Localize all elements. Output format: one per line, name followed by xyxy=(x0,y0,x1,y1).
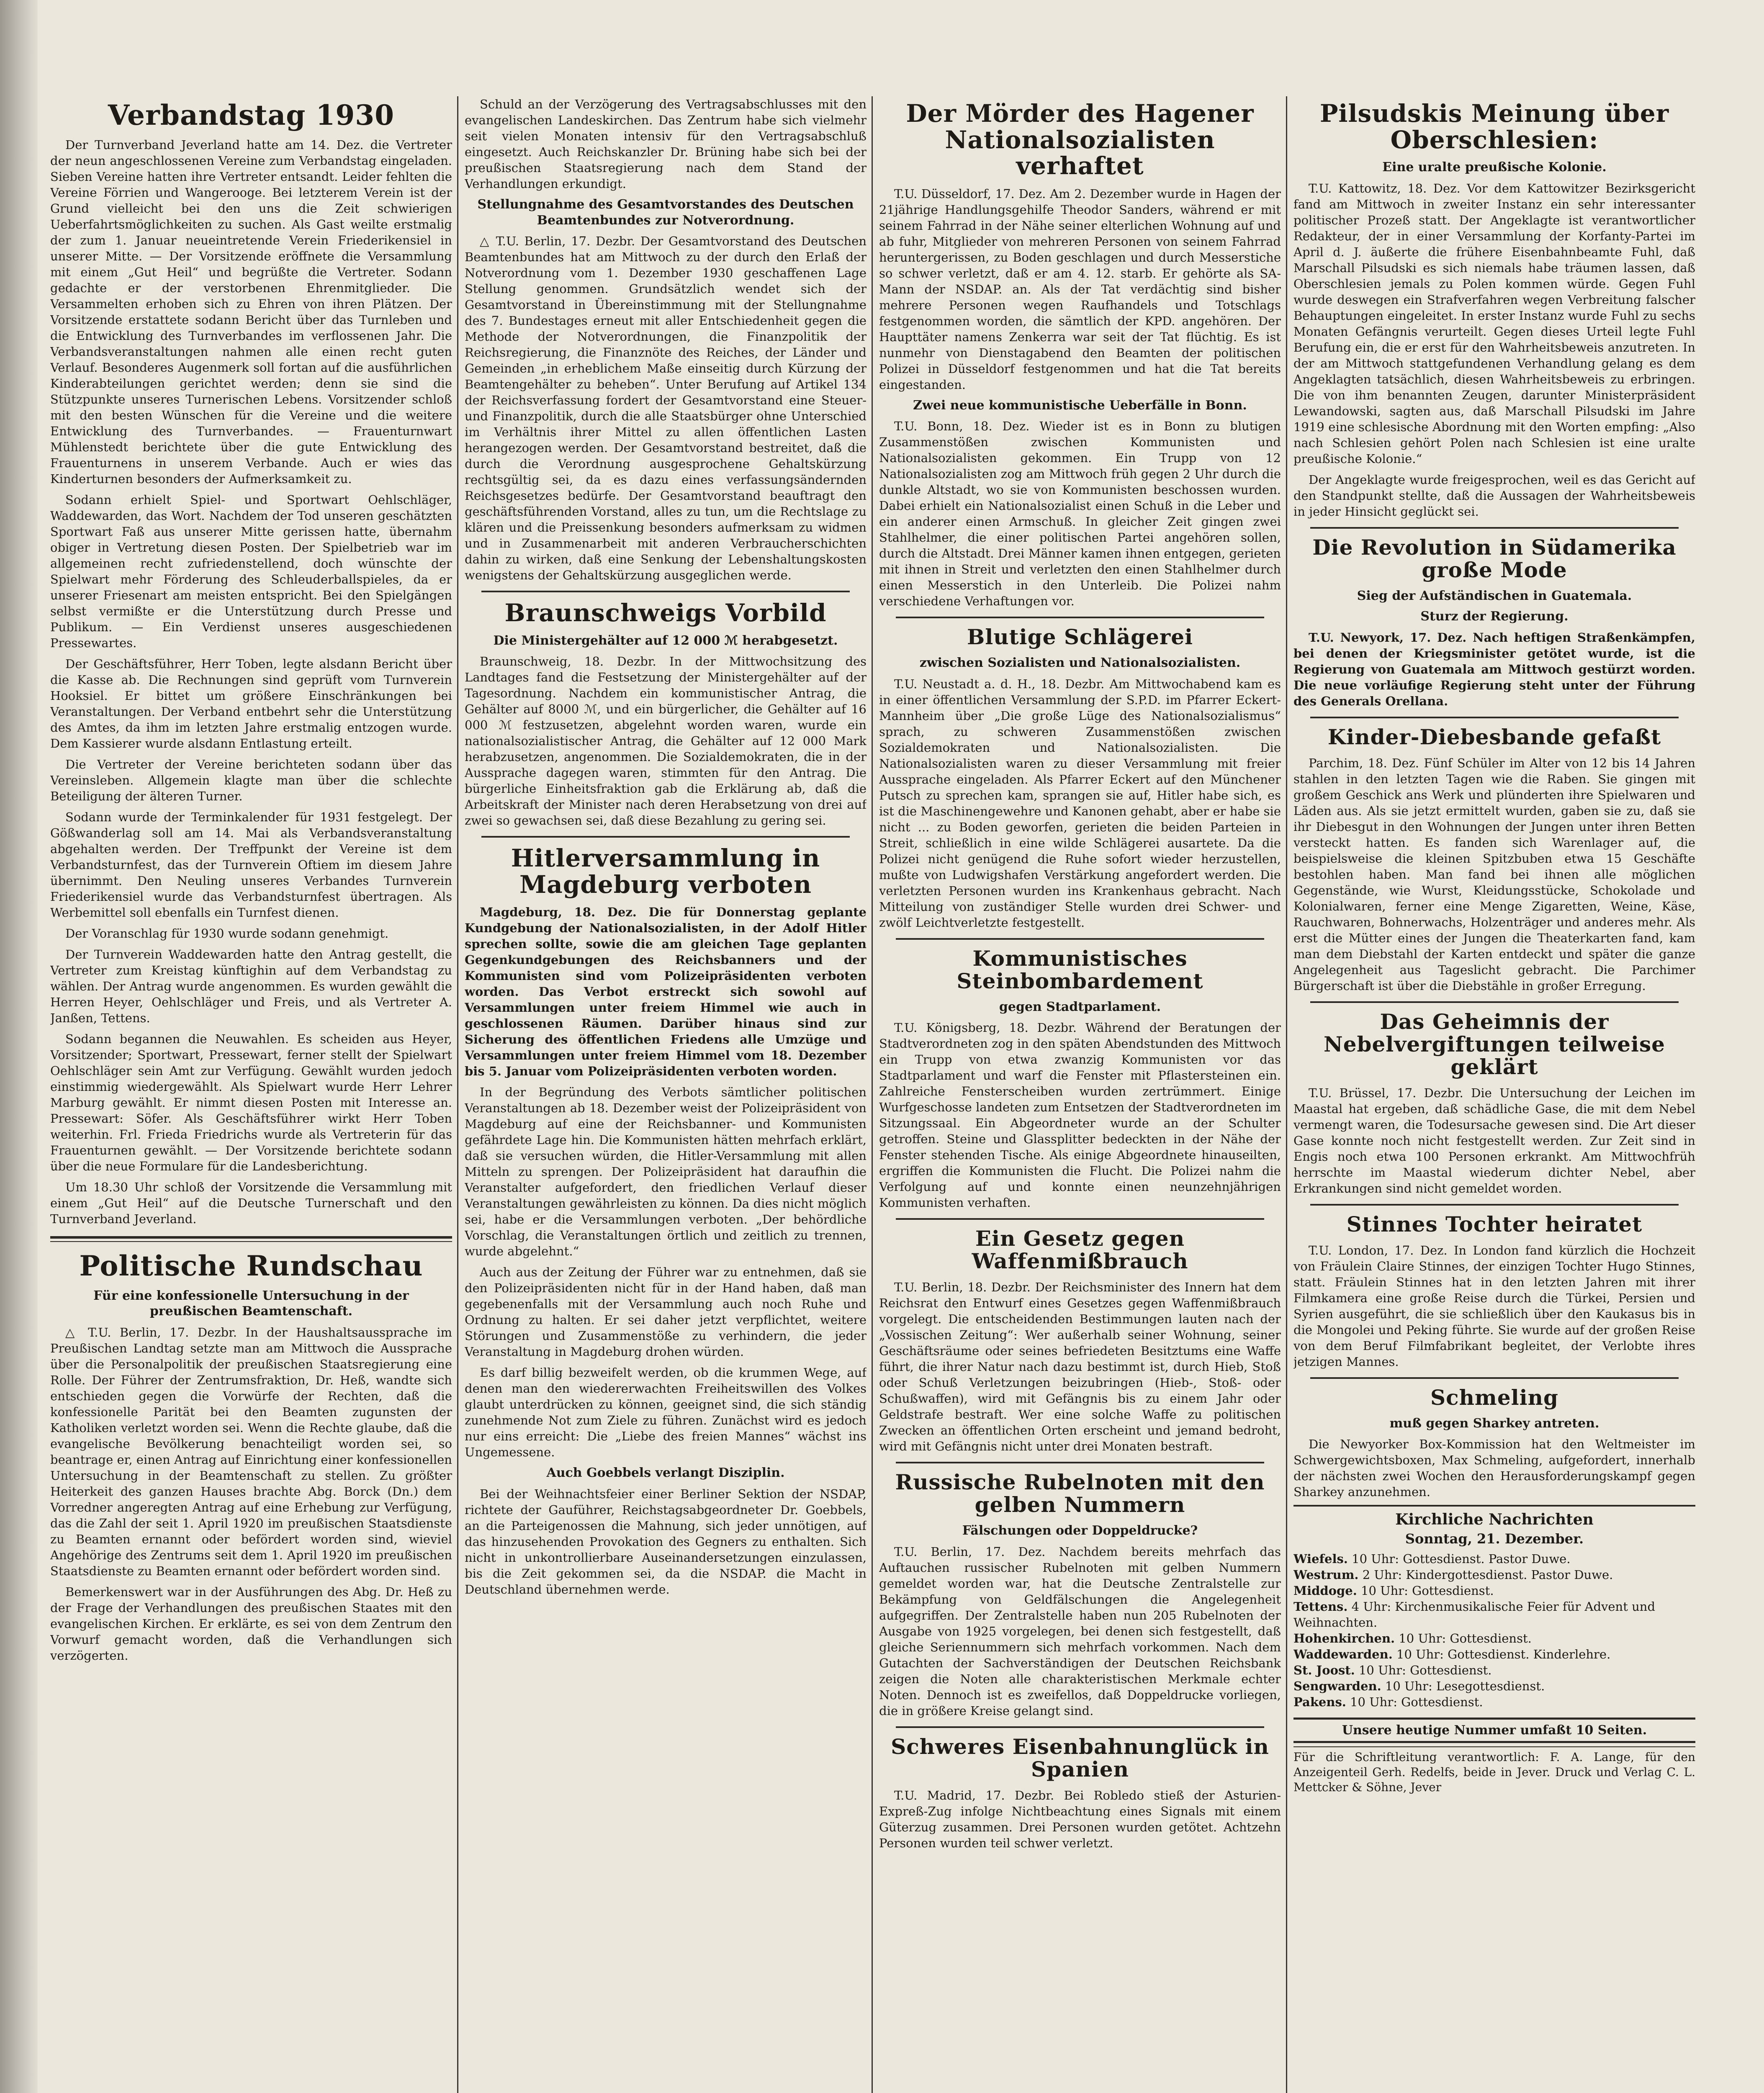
article-paragraph: T.U. Brüssel, 17. Dezbr. Die Untersuchung der Leichen im Maastal hat ergeben, daß schädliche Gase, die mit dem Nebel vermengt waren, die Todesursache gewesen sind. Die Art dieser Gase konnte noch nicht festgestellt werden. Zur Zeit sind in Engis noch etwa 100 Personen erkrankt. Am Mittwochfrüh herrschte im Maastal wiederum dichter Nebel, aber Erkrankungen sind nicht gemeldet worden. xyxy=(1293,1085,1695,1196)
section-divider xyxy=(50,1236,452,1242)
article-divider xyxy=(481,591,850,592)
headline-steinbombardement: Kommunistisches Steinbombardement xyxy=(957,946,1203,993)
article-divider xyxy=(896,1218,1264,1220)
article-paragraph: Der Angeklagte wurde freigesprochen, weil es das Gericht auf den Standpunkt stellte, daß die Aussagen der Wahrheitsbeweis in jeder Hinsicht geglückt sei. xyxy=(1293,472,1695,519)
article-paragraph: Magdeburg, 18. Dez. Die für Donnerstag geplante Kundgebung der Nationalsozialisten, in der Adolf Hitler sprechen sollte, sowie die am gleichen Tage geplanten Gegenkundgebungen des Reichsbanners und der Kommunisten sind vom Polizeipräsidenten verboten worden. Das Verbot erstreckt sich sowohl auf Versammlungen unter freiem Himmel wie auch in geschlossenen Räumen. Darüber hinaus sind zur Sicherung des öffentlichen Friedens alle Umzüge und Versammlungen unter freiem Himmel vom 18. Dezember bis 5. Januar vom Polizeipräsidenten verboten worden. xyxy=(465,905,867,1079)
column-4 xyxy=(1293,96,1695,2093)
headline-stinnes-tochter: Stinnes Tochter heiratet xyxy=(1346,1211,1643,1237)
headline-moerder-verhaftet: Der Mörder des Hagener Nationalsozialisten verhaftet xyxy=(906,99,1254,180)
article-paragraph: T.U. Königsberg, 18. Dezbr. Während der Beratungen der Stadtverordneten zog in den späten Abendstunden des Mittwoch ein Trupp von etwa zwanzig Kommunisten vor das Stadtparlament und warf die Fenster mit Pflastersteinen ein. Zahlreiche Fensterscheiben wurden zertrümmert. Einige Wurfgeschosse landeten zum Entsetzen der Stadtverordneten im Sitzungssaal. Ein Abgeordneter wurde an der Schulter getroffen. Steine und Glassplitter bedeckten in der Nähe der Fenster stehenden Tische. Als einige Abgeordnete hinauseilten, ergriffen die Kommunisten die Flucht. Die Polizei nahm die Verfolgung auf und konnte einen neunzehnjährigen Kommunisten verhaften. xyxy=(879,1021,1281,1210)
church-entry-text: 2 Uhr: Kindergottesdienst. Pastor Duwe. xyxy=(1362,1568,1613,1582)
headline-braunschweigs-vorbild: Braunschweigs Vorbild xyxy=(504,599,827,627)
church-notices-date: Sonntag, 21. Dezember. xyxy=(1405,1531,1584,1547)
column-3 xyxy=(879,96,1281,2093)
church-notices-title: Kirchliche Nachrichten xyxy=(1293,1505,1695,1528)
church-entry-text: 10 Uhr: Gottesdienst. Pastor Duwe. xyxy=(1352,1552,1571,1566)
headline-nebelvergiftungen: Das Geheimnis der Nebelvergiftungen teilweise geklärt xyxy=(1324,1009,1665,1079)
article-paragraph: △ T.U. Berlin, 17. Dezbr. In der Haushaltsaussprache im Preußischen Landtag setzte man am Mittwoch die Aussprache über die Personalpolitik der preußischen Staatsregierung eine Rolle. Der Führer der Zentrumsfraktion, Dr. Heß, wandte sich entschieden gegen die Vorwürfe der Rechten, daß die konfessionelle Parität bei den Beamten zugunsten der Katholiken verletzt worden sei. Wenn die Rechte glaube, daß die evangelische Bevölkerung benachteiligt worden sei, so beantrage er, einen Antrag auf Einrichtung einer konfessionellen Untersuchung in der Beamtenschaft zu stellen. Zu größter Heiterkeit des ganzen Hauses brachte Abg. Borck (Dn.) dem Vorredner angeregten Antrag auf eine Erhebung zur Verfügung, das die Zahl der seit 1. April 1920 im preußischen Staatsdienste zu Beamten ernannt oder befördert worden sind, wieviel Angehörige des Zentrums seit dem 1. April 1920 im preußischen Staatsdienste zu Beamten ernannt oder befördert worden sind. xyxy=(50,1325,452,1578)
church-entry xyxy=(1293,1567,1695,1583)
subheadline: Sturz der Regierung. xyxy=(1420,609,1569,624)
article-paragraph: T.U. London, 17. Dez. In London fand kürzlich die Hochzeit von Fräulein Claire Stinnes, der einzigen Tochter Hugo Stinnes, statt. Fräulein Stinnes hat in den letzten Jahren mit ihrer Filmkamera eine große Reise durch die Türkei, Persien und Syrien ausgeführt, die sie schließlich über den Kaukasus bis in die Mongolei und Peking führte. Sie wurde auf der großen Reise von dem Beruf Filmfabrikant begleitet, der Verlobte ihres jetzigen Mannes. xyxy=(1293,1243,1695,1369)
subheadline: Stellungnahme des Gesamtvorstandes des Deutschen Beamtenbundes zur Notverordnung. xyxy=(477,197,854,228)
page-body xyxy=(50,96,1704,2093)
church-entry-place: Middoge. xyxy=(1293,1584,1357,1598)
headline-rubelnoten: Russische Rubelnoten mit den gelben Nummern xyxy=(895,1470,1265,1517)
column-rule xyxy=(872,96,873,2093)
column-2 xyxy=(465,96,867,2093)
church-entry-text: 10 Uhr: Lesegottesdienst. xyxy=(1385,1679,1545,1694)
church-entry xyxy=(1293,1599,1695,1630)
headline-blutige-schlaegerei: Blutige Schlägerei xyxy=(967,625,1193,650)
church-entry xyxy=(1293,1694,1695,1710)
church-entry-place: St. Joost. xyxy=(1293,1663,1355,1678)
subheadline: gegen Stadtparlament. xyxy=(999,999,1161,1014)
article-paragraph: Auch aus der Zeitung der Führer war zu entnehmen, daß sie den Polizeipräsidenten nicht für in der Hand haben, daß man gegebenenfalls mit der Versammlung auch noch Ruhe und Ordnung zu halten. Er sei daher jetzt verpflichtet, weitere Störungen und Zusammenstöße zu verhindern, die jeder Veranstaltung in Magdeburg drohen würden. xyxy=(465,1265,867,1359)
article-paragraph: Der Turnverein Waddewarden hatte den Antrag gestellt, die Vertreter zum Kreistag künftighin auf dem Verbandstag zu wählen. Der Antrag wurde angenommen. Es wurden gewählt die Herren Heyer, Oehlschläger und Freis, und als Vertreter A. Janßen, Tettens. xyxy=(50,947,452,1026)
article-paragraph: Braunschweig, 18. Dezbr. In der Mittwochsitzung des Landtages fand die Festsetzung der Ministergehälter auf der Tagesordnung. Nachdem ein kommunistischer Antrag, die Gehälter auf 8000 ℳ, und ein bürgerlicher, die Gehälter auf 16 000 ℳ festzusetzen, abgelehnt worden waren, wurde ein nationalsozialistischer Antrag, die Gehälter auf 12 000 Mark herabzusetzen, angenommen. Die Sozialdemokraten, die in der Aussprache dagegen waren, stimmten für den Antrag. Die bürgerliche Einheitsfraktion gab die Erklärung ab, daß die Arbeitskraft der Minister nach deren Herabsetzung von drei auf zwei so gewachsen sei, daß diese Bezahlung zu gering sei. xyxy=(465,654,867,828)
article-paragraph: T.U. Madrid, 17. Dezbr. Bei Robledo stieß der Asturien-Expreß-Zug infolge Nichtbeachtung eines Signals mit einem Güterzug zusammen. Drei Personen wurden getötet. Achtzehn Personen wurden teil schwer verletzt. xyxy=(879,1788,1281,1850)
page-binding-edge xyxy=(0,0,38,2093)
subheadline: Die Ministergehälter auf 12 000 ℳ herabgesetzt. xyxy=(493,633,838,648)
column-rule xyxy=(1286,96,1287,2093)
church-notices xyxy=(1293,1505,1695,1710)
article-paragraph: Bemerkenswert war in der Ausführungen des Abg. Dr. Heß zu der Frage der Verhandlungen des preußischen Staates mit den evangelischen Kirchen. Er erklärte, es sei von dem Zentrum den Vorwurf gemacht worden, daß die Verhandlungen sich verzögerten. xyxy=(50,1584,452,1663)
article-paragraph: T.U. Berlin, 17. Dez. Nachdem bereits mehrfach das Auftauchen russischer Rubelnoten mit gelben Nummern gemeldet worden war, hat die Deutsche Zentralstelle zur Bekämpfung von Geldfälschungen die Angelegenheit aufgegriffen. Der Zentralstelle haben nun 205 Rubelnoten der Ausgabe von 1925 vorgelegen, bei denen sich festgestellt, daß gleiche Seriennummern sich mehrfach vorkommen. Nach dem Gutachten der Sachverständigen der Deutschen Reichsbank zeigen die Noten alle charakteristischen Merkmale echter Noten. Dennoch ist es zweifellos, daß Doppeldrucke vorliegen, die in größere Kreise gelangt sind. xyxy=(879,1544,1281,1718)
article-divider xyxy=(896,938,1264,940)
article-paragraph: In der Begründung des Verbots sämtlicher politischen Veranstaltungen ab 18. Dezember weist der Polizeipräsident von Magdeburg auf eine der Reichsbanner- und Kommunisten gefährdete Lage hin. Die Kommunisten hätten mehrfach erklärt, daß sie versuchen würden, die Hitler-Versammlung mit allen Mitteln zu sprengen. Der Polizeipräsident hat daraufhin die Veranstalter aufgefordert, den friedlichen Verlauf dieser Veranstaltungen gewährleisten zu können. Da dies nicht möglich sei, habe er die Versammlungen verboten. „Der behördliche Vorschlag, die Veranstaltungen örtlich und zeitlich zu trennen, wurde abgelehnt.“ xyxy=(465,1085,867,1259)
article-paragraph: Um 18.30 Uhr schloß der Vorsitzende die Versammlung mit einem „Gut Heil“ auf die Deutsche Turnerschaft und den Turnverband Jeverland. xyxy=(50,1180,452,1226)
headline-revolution-suedamerika: Die Revolution in Südamerika große Mode xyxy=(1312,535,1677,582)
article-paragraph: Sodann wurde der Terminkalender für 1931 festgelegt. Der Gößwanderlag soll am 14. Mai als Verbandsveranstaltung abgehalten werden. Der Treffpunkt der Vereine ist dem Verbandsturnfest, das der Turnverein Oftiem im diesem Jahre übernimmt. Den Neuling unseres Verbandes Turnverein Friederikensiel wurde das Verbandsturnfest übertragen. Als Werbemittel soll ebenfalls ein Turnfest dienen. xyxy=(50,810,452,920)
column-rule xyxy=(457,96,458,2093)
article-divider xyxy=(896,1726,1264,1728)
article-divider xyxy=(1310,1204,1679,1206)
church-entry-place: Pakens. xyxy=(1293,1695,1346,1710)
article-divider xyxy=(481,836,850,838)
headline-eisenbahnunglueck: Schweres Eisenbahnunglück in Spanien xyxy=(891,1734,1269,1782)
article-paragraph: △ T.U. Berlin, 17. Dezbr. Der Gesamtvorstand des Deutschen Beamtenbundes hat am Mittwoch zu der durch den Erlaß der Notverordnung vom 1. Dezember 1930 geschaffenen Lage Stellung genommen. Grundsätzlich wendet sich der Gesamtvorstand in Übereinstimmung mit der Stellungnahme des 7. Bundestages erneut mit aller Entschiedenheit gegen die Methode der Notverordnungen, die Finanzpolitik der Reichsregierung, die Finanznöte des Reiches, der Länder und Gemeinden „in erheblichem Maße einseitig durch Kürzung der Beamtengehälter zu beheben“. Unter Berufung auf Artikel 134 der Reichsverfassung fordert der Gesamtvorstand eine Steuer- und Finanzpolitik, durch die alle Staatsbürger ohne Unterschied im Verhältnis ihrer Mittel zu allen öffentlichen Lasten herangezogen werden. Der Gesamtvorstand bestreitet, daß die durch die Verordnung ausgesprochene Gehaltskürzung rechtsgültig sei, da es dazu eines verfassungsändernden Reichsgesetzes bedürfe. Der Gesamtvorstand beauftragt den geschäftsführenden Vorstand, alles zu tun, um die Rechtslage zu klären und die Preissenkung besonders aufmerksam zu widmen und in Zusammenarbeit mit anderen Verbraucherschichten dahin zu wirken, daß eine Senkung der Lebenshaltungskosten wenigstens der Gehaltskürzung ausgeglichen werde. xyxy=(465,234,867,582)
article-paragraph: T.U. Kattowitz, 18. Dez. Vor dem Kattowitzer Bezirksgericht fand am Mittwoch in zweiter Instanz ein sehr interessanter politischer Prozeß statt. Der Angeklagte ist verantwortlicher Redakteur, der in einer Versammlung der Korfanty-Partei im April d. J. äußerte die frühere Eisenbahnbeamte Fuhl, daß Marschall Pilsudski es sich niemals habe träumen lassen, daß Oberschlesien jemals zu Polen kommen würde. Gegen Fuhl wurde deswegen ein Strafverfahren wegen Verbreitung falscher Behauptungen eingeleitet. In erster Instanz wurde Fuhl zu sechs Monaten Gefängnis verurteilt. Gegen dieses Urteil legte Fuhl Berufung ein, die er erst für den Wahrheitsbeweis anzutreten. In der am Mittwoch stattgefundenen Verhandlung gelang es dem Angeklagten tatsächlich, diesen Wahrheitsbeweis zu erbringen. Die von ihm benannten Zeugen, darunter Ministerpräsident Lewandowski, sagten aus, daß Marschall Pilsudski im Jahre 1919 eine schlesische Abordnung mit den Worten empfing: „Also nach Schlesien gehört Polen nach Schlesien ist eine uralte preußische Kolonie.“ xyxy=(1293,181,1695,466)
article-paragraph: Sodann begannen die Neuwahlen. Es scheiden aus Heyer, Vorsitzender; Sportwart, Pressewart, ferner stellt der Spielwart Oehlschläger sein Amt zur Verfügung. Gewählt wurden jedoch einstimmig wiedergewählt. Als Spielwart wurde Herr Lehrer Marburg gewählt. Er nimmt diesen Posten mit Interesse an. Pressewart: Söfer. Als Geschäftsführer wirkt Herr Toben weiterhin. Frl. Frieda Friedrichs wurde als Vertreterin für das Frauenturnen gewählt. — Der Vorsitzende berichtete sodann über die neue Formulare für die Landesberichtung. xyxy=(50,1032,452,1174)
article-paragraph: Die Vertreter der Vereine berichteten sodann über das Vereinsleben. Allgemein klagte man über die schlechte Beteiligung der älteren Turner. xyxy=(50,757,452,804)
article-divider xyxy=(896,617,1264,618)
article-divider xyxy=(1310,527,1679,529)
church-entry-text: 10 Uhr: Gottesdienst. xyxy=(1350,1695,1483,1710)
article-paragraph: Parchim, 18. Dez. Fünf Schüler im Alter von 12 bis 14 Jahren stahlen in den letzten Tagen wie die Raben. Sie gingen mit großem Geschick ans Werk und plünderten ihre Spielwaren und Läden aus. Als sie jetzt ermittelt wurden, gaben sie zu, daß sie ihr Diebesgut in den Wohnungen der Jungen unter ihren Betten versteckt hatten. Es fanden sich Warenlager auf, die beispielsweise die kleinen Spitzbuben etwa 15 Geschäfte bestohlen haben. Man fand bei ihnen alle möglichen Gegenstände, wie Wurst, Kleidungsstücke, Schokolade und Kolonialwaren, ferner eine Menge Zigaretten, Weine, Käse, Rauchwaren, Bohnerwachs, Holzenträger und anderes mehr. Als erst die Mütter eines der Jungen die Theaterkarten fand, kam man dem Diebstahl der Karten entdeckt und später die ganze Angelegenheit aus Tageslicht gebracht. Die Parchimer Bürgerschaft ist über die Diebstähle in großer Erregung. xyxy=(1293,756,1695,993)
subheadline: Auch Goebbels verlangt Disziplin. xyxy=(546,1466,785,1481)
article-divider xyxy=(1310,1001,1679,1003)
church-entry-text: 10 Uhr: Gottesdienst. Kinderlehre. xyxy=(1396,1647,1611,1662)
headline-verbandstag: Verbandstag 1930 xyxy=(108,99,395,131)
headline-kinder-diebesbande: Kinder-Diebesbande gefaßt xyxy=(1327,724,1661,749)
church-entry xyxy=(1293,1678,1695,1694)
church-entry xyxy=(1293,1551,1695,1567)
church-entry-text: 4 Uhr: Kirchenmusikalische Feier für Advent und Weihnachten. xyxy=(1293,1599,1656,1630)
article-paragraph: Der Voranschlag für 1930 wurde sodann genehmigt. xyxy=(65,926,389,941)
church-entry-place: Tettens. xyxy=(1293,1599,1348,1614)
church-entry xyxy=(1293,1646,1695,1662)
subheadline: muß gegen Sharkey antreten. xyxy=(1389,1416,1599,1431)
subheadline: Zwei neue kommunistische Ueberfälle in Bonn. xyxy=(913,398,1247,413)
headline-waffenmissbrauch: Ein Gesetz gegen Waffenmißbrauch xyxy=(972,1226,1188,1274)
article-paragraph: T.U. Newyork, 17. Dez. Nach heftigen Straßenkämpfen, bei denen der Kriegsminister getötet wurde, ist die Regierung von Guatemala am Mittwoch gestürzt worden. Die neue vorläufige Regierung steht unter der Führung des Generals Orellana. xyxy=(1293,630,1695,708)
article-paragraph: Sodann erhielt Spiel- und Sportwart Oehlschläger, Waddewarden, das Wort. Nachdem der Tod unseren geschätzten Sportwart Faß aus unserer Mitte gerissen hatte, übernahm obiger in Vertretung diesen Posten. Der Spielbetrieb war im allgemeinen recht zufriedenstellend, doch wünschte der Spielwart mehr Förderung des Schleuderballspieles, da er unserer Friesenart am meisten entspricht. Bei den Spielgängen selbst vermißte er die Unterstützung durch Presse und Publikum. — Ein Verdienst unseres ausgeschiedenen Pressewartes. xyxy=(50,493,452,651)
headline-hitlerversammlung: Hitlerversammlung in Magdeburg verboten xyxy=(511,844,820,899)
article-paragraph: Es darf billig bezweifelt werden, ob die krummen Wege, auf denen man den wiedererwachten Freiheitswillen des Volkes glaubt unterdrücken zu können, geeignet sind, die sich ständig zunehmende Not zum Ziele zu führen. Zunächst wird es jedoch nur eins erreicht: Die „Liebe des freien Mannes“ wächst ins Ungemessene. xyxy=(465,1365,867,1460)
article-paragraph: Schuld an der Verzögerung des Vertragsabschlusses mit den evangelischen Landeskirchen. Das Zentrum habe sich vielmehr seit vielen Monaten intensiv für den Vertragsabschluß eingesetzt. Auch Reichskanzler Dr. Brüning habe sich bei der preußischen Staatsregierung nach dem Stand der Verhandlungen erkundigt. xyxy=(465,97,867,191)
subheadline: zwischen Sozialisten und Nationalsozialisten. xyxy=(919,656,1241,671)
article-paragraph: Bei der Weihnachtsfeier einer Berliner Sektion der NSDAP, richtete der Gauführer, Reichstagsabgeordneter Dr. Goebbels, an die Parteigenossen die Mahnung, sich jeder unnötigen, auf das hinzusehenden Provokation des Gegners zu enthalten. Sich nicht in unkontrollierbare Auseinandersetzungen einzulassen, bis die Zeit gekommen sei, da die NSDAP. die Macht in Deutschland übernehmen werde. xyxy=(465,1486,867,1597)
church-entry xyxy=(1293,1662,1695,1678)
headline-schmeling: Schmeling xyxy=(1430,1385,1558,1410)
subheadline: Für eine konfessionelle Untersuchung in der preußischen Beamtenschaft. xyxy=(93,1288,409,1319)
article-paragraph: Der Turnverband Jeverland hatte am 14. Dez. die Vertreter der neun angeschlossenen Vereine zum Verbandstag eingeladen. Sieben Vereine hatten ihre Vertreter entsandt. Leider fehlten die Vereine Förrien und Wangerooge. Bei letzterem Verein ist der Grund vielleicht bei den uns die Zeit schwierigen Ueberfahrtsmöglichkeiten zu suchen. Als Gast weilte erstmalig der zum 1. Januar neueintretende Verein Friederikensiel in unserer Mitte. — Der Vorsitzende eröffnete die Versammlung mit einem „Gut Heil“ und begrüßte die Vertreter. Sodann gedachte er der verstorbenen Ehrenmitglieder. Die Versammelten erhoben sich zu Ehren von ihren Plätzen. Der Vorsitzende erstattete sodann Bericht über das Turnleben und die Entwicklung des Turnverbandes im verflossenen Jahr. Die Verbandsveranstaltungen nahmen alle einen recht guten Verlauf. Besonderes Augenmerk soll fortan auf die ausführlichen Kinderabteilungen gerichtet werden; denn sie sind die Stützpunkte unseres Turnerischen Lebens. Vorsitzender schloß mit den besten Wünschen für die Vereine und die weitere Entwicklung des Turnverbandes. — Frauenturnwart Mühlenstedt berichtete über die gute Entwicklung des Frauenturnens in unserem Verbande. Auch er wies das Kinderturnen besonders der Aufmerksamkeit zu. xyxy=(50,138,452,486)
subheadline: Eine uralte preußische Kolonie. xyxy=(1382,160,1607,175)
article-paragraph: Der Geschäftsführer, Herr Toben, legte alsdann Bericht über die Kasse ab. Die Rechnungen sind geprüft vom Turnverein Hooksiel. Er bittet um größere Einschränkungen bei Veranstaltungen. Der Verband entbehrt sehr die Unterstützung des Amtes, da ihm im letzten Jahre erstmalig entzogen wurde. Dem Kassierer wurde alsdann Entlastung erteilt. xyxy=(50,657,452,751)
article-divider xyxy=(1310,1377,1679,1379)
article-paragraph: T.U. Bonn, 18. Dez. Wieder ist es in Bonn zu blutigen Zusammenstößen zwischen Kommunisten und Nationalsozialisten gekommen. Ein Trupp von 12 Nationalsozialisten zog am Mittwoch früh gegen 2 Uhr durch die dunkle Altstadt, wo sie von Kommunisten beschossen wurden. Dabei erhielt ein Nationalsozialist einen Schuß in die Leber und ein anderer einen Armschuß. In gleicher Zeit gingen zwei Stahlhelmer, die einer politischen Partei angehören sollen, durch die Altstadt. Drei Männer kamen ihnen entgegen, gerieten mit ihnen in Streit und verletzten den einen Stahlhelmer durch einen Messerstich in den Unterleib. Die Polizei nahm verschiedene Verhaftungen vor. xyxy=(879,419,1281,609)
article-divider xyxy=(896,1462,1264,1463)
church-entry-place: Sengwarden. xyxy=(1293,1679,1381,1694)
church-entry-text: 10 Uhr: Gottesdienst. xyxy=(1358,1663,1492,1678)
headline-pilsudski: Pilsudskis Meinung über Oberschlesien: xyxy=(1319,99,1669,154)
article-paragraph: T.U. Düsseldorf, 17. Dez. Am 2. Dezember wurde in Hagen der 21jährige Handlungsgehilfe Theodor Sanders, während er mit seinem Fahrrad in der Nähe seiner elterlichen Wohnung auf und ab fuhr, Mitglieder von mehreren Personen von seinem Fahrrad heruntergerissen, zu Boden geschlagen und durch Messerstiche so schwer verletzt, daß er am 4. 12. starb. Er gehörte als SA-Mann der NSDAP. an. Als der Tat verdächtig sind bisher mehrere Personen wegen Raufhandels und Totschlags festgenommen worden, die sämtlich der KPD. angehören. Der Haupttäter namens Zenkerra war seit der Tat flüchtig. Es ist nunmehr von Dienstagabend den Beamten der politischen Polizei in Düsseldorf festgenommen und hat die Tat bereits eingestanden. xyxy=(879,186,1281,392)
church-entry-text: 10 Uhr: Gottesdienst. xyxy=(1361,1584,1494,1598)
church-entry-place: Waddewarden. xyxy=(1293,1647,1393,1662)
article-divider xyxy=(1310,717,1679,718)
church-entry xyxy=(1293,1630,1695,1646)
column-1 xyxy=(50,96,452,2093)
church-entry-text: 10 Uhr: Gottesdienst. xyxy=(1399,1631,1532,1646)
headline-politische-rundschau: Politische Rundschau xyxy=(79,1250,423,1283)
issue-page-count-note: Unsere heutige Nummer umfaßt 10 Seiten. xyxy=(1293,1718,1695,1743)
church-entry xyxy=(1293,1583,1695,1599)
subheadline: Sieg der Aufständischen in Guatemala. xyxy=(1357,588,1632,603)
church-entry-place: Wiefels. xyxy=(1293,1552,1348,1566)
article-paragraph: Die Newyorker Box-Kommission hat den Weltmeister im Schwergewichtsboxen, Max Schmeling, aufgefordert, innerhalb der nächsten zwei Wochen den Herausforderungskampf gegen Sharkey anzunehmen. xyxy=(1293,1437,1695,1499)
article-paragraph: T.U. Berlin, 18. Dezbr. Der Reichsminister des Innern hat dem Reichsrat den Entwurf eines Gesetzes gegen Waffenmißbrauch vorgelegt. Die entscheidenden Bestimmungen lauten nach der „Vossischen Zeitung“: Wer außerhalb seiner Wohnung, seiner Geschäftsräume oder seines befriedeten Besitztums eine Waffe führt, die ihrer Natur nach dazu bestimmt ist, durch Hieb, Stoß oder Schuß Verletzungen beizubringen (Hieb-, Stoß- oder Schußwaffen), wird mit Gefängnis bis zu einem Jahr oder Geldstrafe bestraft. Wer eine solche Waffe zu politischen Zwecken an öffentlichen Orten erscheint und jemand bedroht, wird mit Gefängnis nicht unter drei Monaten bestraft. xyxy=(879,1280,1281,1454)
article-paragraph: T.U. Neustadt a. d. H., 18. Dezbr. Am Mittwochabend kam es in einer öffentlichen Versammlung der S.P.D. im Pfarrer Eckert-Mannheim über „Die große Lüge des Nationalsozialismus“ sprach, zu schweren Zusammenstößen zwischen Sozialdemokraten und Nationalsozialisten. Die Nationalsozialisten waren zu dieser Versammlung mit freier Aussprache eingeladen. Als Pfarrer Eckert auf den Münchener Putsch zu sprechen kam, sprangen sie auf, Hitler habe sich, es ist die Maschinengewehre und Kanonen gehabt, aber er habe sie nicht ... zu Boden geworfen, gerieten die beiden Parteien in Streit, schließlich in eine wilde Schlägerei ausartete. Da die Polizei nicht genügend die Ruhe sofort wieder herzustellen, mußte von Ludwigshafen Verstärkung angefordert werden. Die verletzten Personen wurden ins Krankenhaus gebracht. Nach Mitteilung von zuständiger Stelle wurden drei Schwer- und zwölf Leichtverletzte festgestellt. xyxy=(879,676,1281,930)
church-entry-place: Westrum. xyxy=(1293,1568,1359,1582)
subheadline: Fälschungen oder Doppeldrucke? xyxy=(962,1523,1198,1538)
imprint: Für die Schriftleitung verantwortlich: F. A. Lange, für den Anzeigenteil Gerh. Redelfs, beide in Jever. Druck und Verlag C. L. Mettcker & Söhne, Jever xyxy=(1293,1746,1695,1795)
church-entry-place: Hohenkirchen. xyxy=(1293,1631,1395,1646)
